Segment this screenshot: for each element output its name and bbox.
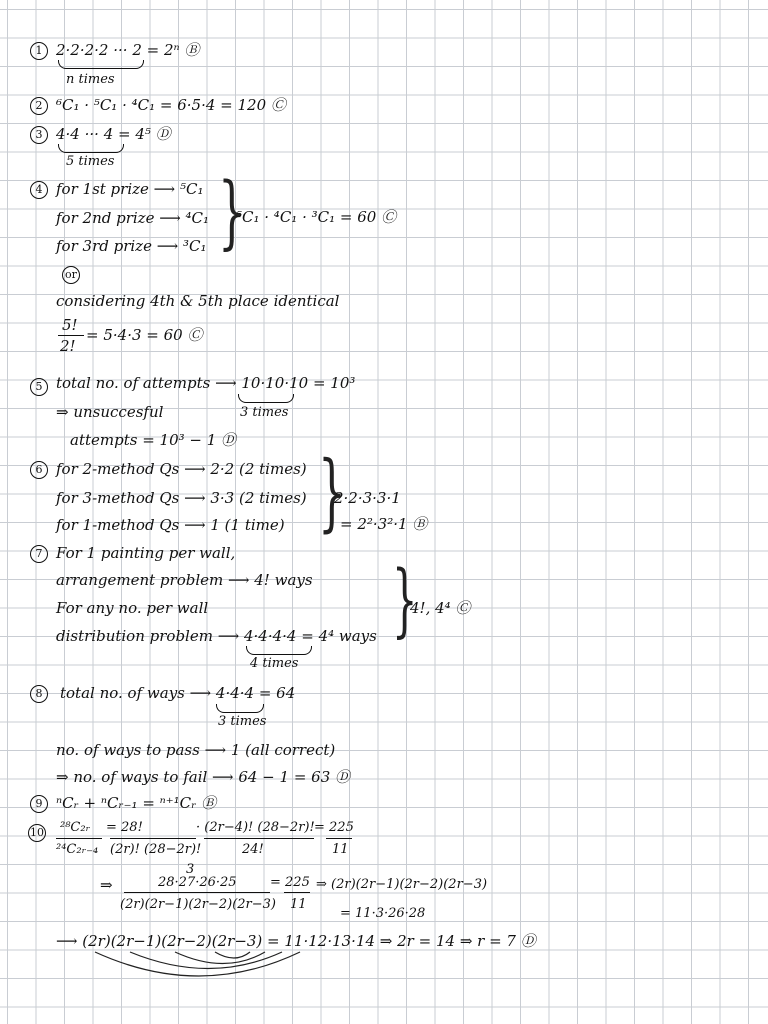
problem-8-line-3: ⇒ no. of ways to fail ⟶ 64 − 1 = 63 Ⓓ [56,768,351,786]
problem-7-line-4: distribution problem ⟶ 4·4·4·4 = 4⁴ ways [56,627,377,645]
problem-8-line-2: no. of ways to pass ⟶ 1 (all correct) [56,741,336,759]
problem-7-line-2: arrangement problem ⟶ 4! ways [56,571,313,589]
product-value: = 11·3·26·28 [340,906,426,921]
problem-5-line-3: attempts = 10³ − 1 Ⓓ [70,431,237,449]
cancel-mark: 3 [186,862,195,877]
problem-number-4: 4 [30,181,48,199]
ratio-value-denominator: 11 [332,842,349,857]
ratio-value-numerator: = 225 [270,875,310,890]
factorial-numerator-2: · (2r−4)! (28−2r)! [196,820,315,835]
problem-4-line-2: for 2nd prize ⟶ ⁴C₁ [56,209,209,227]
fraction-numerator: 5! [62,316,78,334]
right-brace: } [318,442,346,541]
fraction-denominator: 2! [60,337,76,355]
problem-number-9: 9 [30,795,48,813]
problem-number-1: 1 [30,42,48,60]
problem-5-line-1: total no. of attempts ⟶ 10·10·10 = 10³ [56,374,356,392]
problem-4-line-3: for 3rd prize ⟶ ³C₁ [56,237,207,255]
problem-number-7: 7 [30,545,48,563]
problem-1-equation: 2·2·2·2 ··· 2 = 2ⁿ Ⓑ [56,41,200,59]
problem-number-2: 2 [30,97,48,115]
problem-6-line-1: for 2-method Qs ⟶ 2·2 (2 times) [56,460,307,478]
problem-5-line-2: ⇒ unsuccesful [56,403,164,421]
ratio-value-numerator: = 225 [314,820,354,835]
problem-1-note: n times [66,72,115,87]
problem-4-alt-result: = 5·4·3 = 60 Ⓒ [86,326,203,344]
product-expansion: ⇒ (2r)(2r−1)(2r−2)(2r−3) [316,877,488,892]
matching-arc [175,952,265,964]
problem-8-line-1: total no. of ways ⟶ 4·4·4 = 64 [60,684,296,702]
right-brace: } [218,165,246,258]
matching-arc [95,952,300,976]
ratio-value-denominator: 11 [290,897,307,912]
problem-7-result: 4!, 4⁴ Ⓒ [410,599,471,617]
matching-arc [215,952,250,958]
final-result: ⟶ (2r)(2r−1)(2r−2)(2r−3) = 11·12·13·14 ⇒ 2r = 14 ⇒ r = 7 Ⓓ [56,932,536,950]
right-brace: } [392,553,418,646]
problem-6-result: = 2²·3²·1 Ⓑ [340,515,428,533]
problem-4-result: ⁵C₁ · ⁴C₁ · ³C₁ = 60 Ⓒ [236,208,397,226]
problem-4-line-1: for 1st prize ⟶ ⁵C₁ [56,180,204,198]
problem-number-10: 10 [28,824,46,842]
problem-3-equation: 4·4 ··· 4 = 4⁵ Ⓓ [56,125,171,143]
problem-6-product: 2·2·3·3·1 [334,489,401,507]
problem-3-note: 5 times [66,154,115,169]
problem-9-equation: ⁿCᵣ + ⁿCᵣ₋₁ = ⁿ⁺¹Cᵣ Ⓑ [56,794,217,812]
factorial-denominator-2: 24! [242,842,264,857]
problem-6-line-2: for 3-method Qs ⟶ 3·3 (2 times) [56,489,307,507]
problem-number-6: 6 [30,461,48,479]
problem-number-3: 3 [30,126,48,144]
ratio-denominator: ²⁴C₂ᵣ₋₄ [56,842,99,857]
problem-4-alt-text: considering 4th & 5th place identical [56,292,340,310]
problem-2-equation: ⁶C₁ · ⁵C₁ · ⁴C₁ = 6·5·4 = 120 Ⓒ [56,96,286,114]
problem-8-note: 3 times [218,714,267,729]
problem-7-line-1: For 1 painting per wall, [56,544,236,562]
implies-arrow: ⇒ [100,876,113,894]
problem-4-or: or [62,266,80,284]
problem-7-note: 4 times [250,656,299,671]
problem-7-line-3: For any no. per wall [56,599,209,617]
product-denominator: (2r)(2r−1)(2r−2)(2r−3) [120,897,277,912]
product-numerator: 28·27·26·25 [158,875,237,890]
problem-number-5: 5 [30,378,48,396]
ratio-numerator: ²⁸C₂ᵣ [60,820,91,835]
problem-5-note: 3 times [240,405,289,420]
problem-6-line-3: for 1-method Qs ⟶ 1 (1 time) [56,516,285,534]
factorial-numerator: = 28! [106,820,143,835]
problem-number-8: 8 [30,685,48,703]
factorial-denominator: (2r)! (28−2r)! [110,842,202,857]
